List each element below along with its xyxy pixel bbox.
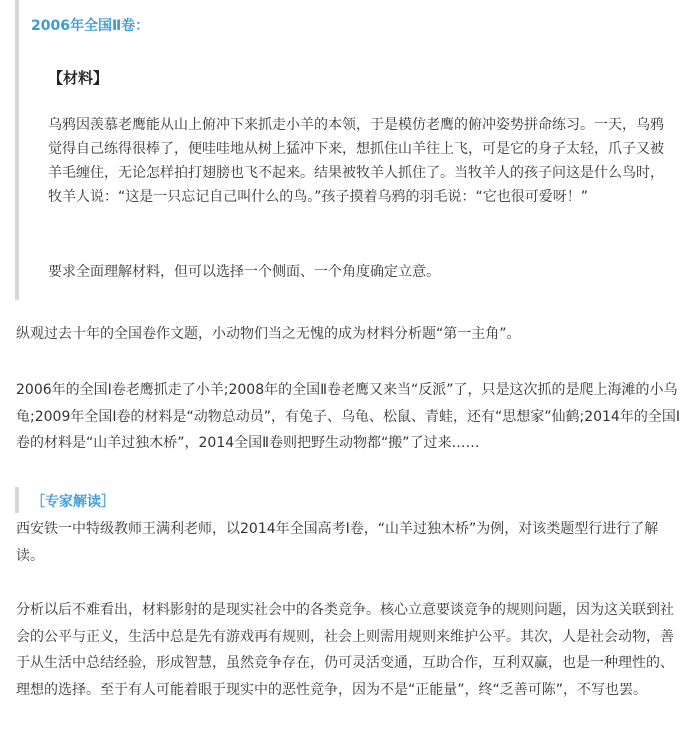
material-label: 【材料】 (48, 69, 109, 87)
material-requirement: 要求全面理解材料，但可以选择一个侧面、一个角度确定立意。 (48, 264, 440, 280)
exam-year-title: 2006年全国Ⅱ卷： (31, 18, 150, 34)
exam-quote-block (15, 0, 690, 300)
teacher-paragraph: 西安铁一中特级教师王满利老师，以2014年全国高考Ⅰ卷，“山羊过独木桥”为例，对该类题型行进行了解读。 (16, 521, 659, 564)
material-text: 乌鸦因羡慕老鹰能从山上俯冲下来抓走小羊的本领，于是模仿老鹰的俯冲姿势拼命练习。一天，乌鸦觉得自己练得很棒了，便哇哇地从树上猛冲下来，想抓住山羊往上飞，可是它的身子太轻，爪子又被羊毛缠住，无论怎样拍打翅膀也飞不起来。结果被牧羊人抓住了。当牧羊人的孩子问这是什么鸟时，牧羊人说：“这是一只忘记自己叫什么的鸟。”孩子摸着乌鸦的羽毛说：“它也很可爱呀！” (48, 117, 664, 205)
analysis-paragraph: 分析以后不难看出，材料影射的是现实社会中的各类竞争。核心立意要谈竞争的规则问题，因为这关联到社会的公平与正义，生活中总是先有游戏再有规则，社会上则需用规则来维护公平。其次，人是社会动物，善于从生活中总结经验，形成智慧，虽然竞争存在，仍可灵活变通，互助合作，互利双赢，也是一种理性的、理想的选择。至于有人可能着眼于现实中的恶性竞争，因为不是“正能量”，终“乏善可陈”，不写也罢。 (16, 602, 674, 698)
expert-title: ［专家解读］ (31, 494, 115, 510)
history-paragraph: 2006年的全国Ⅰ卷老鹰抓走了小羊;2008年的全国Ⅱ卷老鹰又来当“反派”了，只是这次抓的是爬上海滩的小乌龟;2009年全国Ⅰ卷的材料是“动物总动员”，有兔子、乌龟、松鼠、青蛙，还有“思想家”仙鹤;2014年的全国Ⅰ卷的材料是“山羊过独木桥”，2014全国Ⅱ卷则把野生动物都“搬”了过来…… (16, 382, 680, 451)
expert-heading-block (15, 487, 690, 513)
intro-paragraph: 纵观过去十年的全国卷作文题，小动物们当之无愧的成为材料分析题“第一主角”。 (16, 326, 521, 342)
